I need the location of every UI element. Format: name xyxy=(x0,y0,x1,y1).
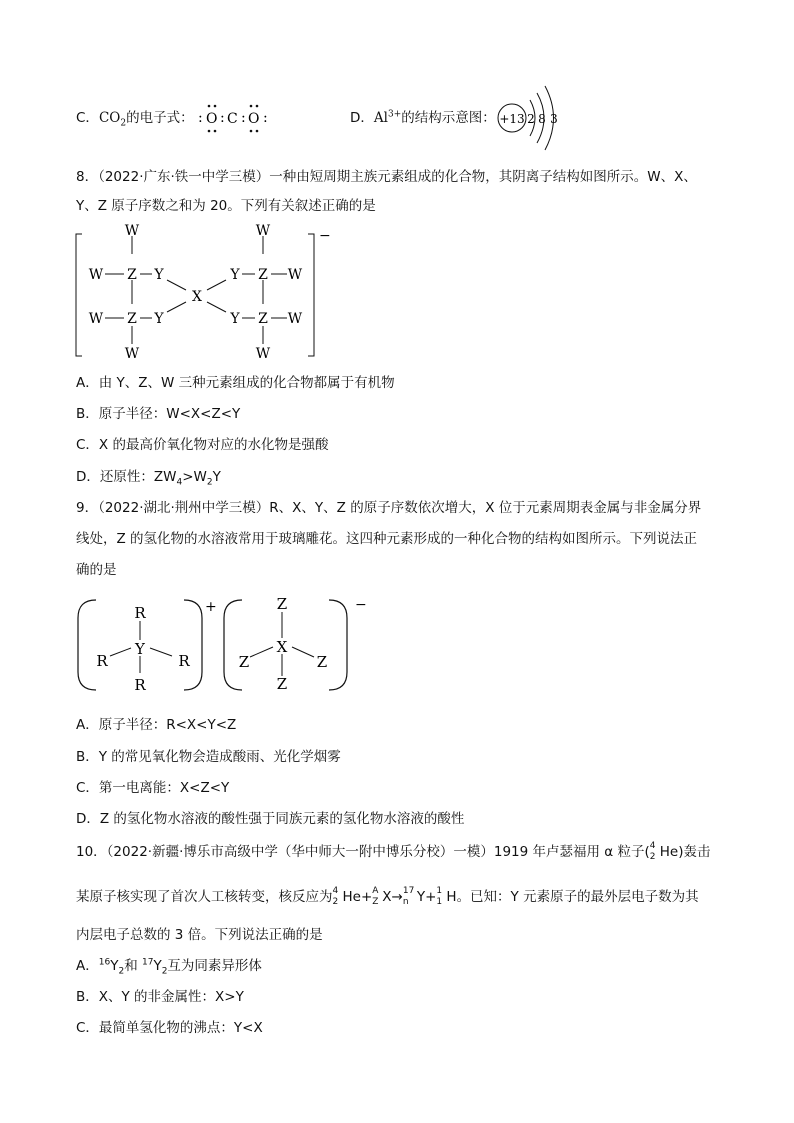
q9-option-d: D．Z 的氢化物水溶液的酸性强于同族元素的氢化物水溶液的酸性 xyxy=(76,811,465,827)
atom-w: W xyxy=(287,311,303,327)
atom-w: W xyxy=(88,311,104,327)
atom-c: C xyxy=(227,111,238,127)
atom-o-left: O xyxy=(206,111,218,127)
atom-y: Y xyxy=(135,640,145,658)
atom-w: W xyxy=(124,223,140,239)
electron-dots-left: : xyxy=(198,110,203,126)
atom-z: Z xyxy=(316,653,328,671)
q8-option-b: B．原子半径：W<X<Z<Y xyxy=(76,406,241,422)
alpha-particle-nuclide: 4 2 xyxy=(649,841,656,862)
shell-electrons-1: 2 xyxy=(527,112,535,126)
atom-z: Z xyxy=(276,595,288,613)
q8-option-a: A．由 Y、Z、W 三种元素组成的化合物都属于有机物 xyxy=(76,375,395,391)
q10-option-c: C．最简单氢化物的沸点：Y<X xyxy=(76,1020,263,1036)
atom-y: Y xyxy=(154,267,164,283)
y-nuclide: 17 n xyxy=(402,886,415,907)
atom-z: Z xyxy=(258,311,268,327)
shell-electrons-3: 3 xyxy=(550,112,558,126)
atom-z: Z xyxy=(276,675,288,693)
atom-r: R xyxy=(134,676,146,694)
q10-stem-line3: 内层电子总数的 3 倍。下列说法正确的是 xyxy=(76,927,323,943)
nucleus-charge: +13 xyxy=(499,112,525,126)
q10-option-b: B．X、Y 的非金属性：X>Y xyxy=(76,989,244,1005)
atom-w: W xyxy=(124,346,140,362)
atom-x: X xyxy=(276,638,288,656)
helium-nuclide: 4 2 xyxy=(332,886,339,907)
atom-z: Z xyxy=(127,311,137,327)
electron-dots-right: : xyxy=(263,110,268,126)
q7-option-d: D．$Al^{3+}$的结构示意图： xyxy=(350,109,496,126)
q9-stem-line2: 线处，Z 的氢化物的水溶液常用于玻璃雕花。这四种元素形成的一种化合物的结构如图所示。下列说法正 xyxy=(76,531,698,547)
anion-charge: − xyxy=(319,228,331,244)
atom-w: W xyxy=(88,267,104,283)
atom-r: R xyxy=(178,652,190,670)
co2-electron-formula xyxy=(196,100,276,134)
atom-z: Z xyxy=(238,653,250,671)
bond-dots-right: : xyxy=(241,110,246,126)
q9-option-c: C．第一电离能：X<Z<Y xyxy=(76,780,230,796)
atom-y: Y xyxy=(230,267,240,283)
atom-r: R xyxy=(96,652,108,670)
q8-option-c: C．X 的最高价氧化物对应的水化物是强酸 xyxy=(76,437,329,453)
atom-y: Y xyxy=(154,311,164,327)
atom-y: Y xyxy=(230,311,240,327)
atom-z: Z xyxy=(258,267,268,283)
q9-stem-line1: 9．（2022·湖北·荆州中学三模）R、X、Y、Z 的原子序数依次增大，X 位于元素周期表金属与非金属分界 xyxy=(76,500,702,516)
atom-o-right: O xyxy=(248,111,260,127)
cation-charge: + xyxy=(205,599,217,615)
anion-charge: − xyxy=(355,597,367,613)
atom-r: R xyxy=(134,604,146,622)
shell-electrons-2: 8 xyxy=(538,112,546,126)
q7-option-c: C．$CO_2$的电子式： xyxy=(76,110,194,129)
q9-option-a: A．原子半径：R<X<Y<Z xyxy=(76,717,237,733)
atom-w: W xyxy=(287,267,303,283)
q8-anion-structure-diagram xyxy=(72,220,332,365)
x-nuclide: A Z xyxy=(372,886,379,907)
q8-stem-line2: Y、Z 原子序数之和为 20。下列有关叙述正确的是 xyxy=(76,198,376,214)
atom-w: W xyxy=(255,346,271,362)
q10-stem-line2: 某原子核实现了首次人工核转变，核反应为 4 2 He+ A Z X→ 17 n Y+ 1 1 H。已知：Y 元素原子的最外层电子数为其 xyxy=(76,886,699,907)
reaction-arrow: → xyxy=(391,889,403,905)
q10-stem-line1: 10．（2022·新疆·博乐市高级中学（华中师大一附中博乐分校）一模）1919 年卢瑟福用 α 粒子( 4 2 He)轰击 xyxy=(76,841,711,862)
bond-dots-left: : xyxy=(220,110,225,126)
q8-stem-line1: 8．（2022·广东·铁一中学三模）一种由短周期主族元素组成的化合物，其阴离子结构如图所示。W、X、 xyxy=(76,169,697,185)
q9-option-b: B．Y 的常见氧化物会造成酸雨、光化学烟雾 xyxy=(76,749,341,765)
al-ion-structure-diagram xyxy=(494,80,574,156)
atom-x: X xyxy=(192,289,202,305)
q9-stem-line3: 确的是 xyxy=(76,562,117,578)
q8-option-d: D．还原性：$ZW_4>W_2Y$ xyxy=(76,469,221,488)
atom-w: W xyxy=(255,223,271,239)
hydrogen-nuclide: 1 1 xyxy=(436,886,443,907)
atom-z: Z xyxy=(127,267,137,283)
q10-option-a: A．$^{16}Y_2$和 $^{17}Y_2$互为同素异形体 xyxy=(76,957,262,977)
q9-compound-structure-diagram xyxy=(74,594,374,699)
